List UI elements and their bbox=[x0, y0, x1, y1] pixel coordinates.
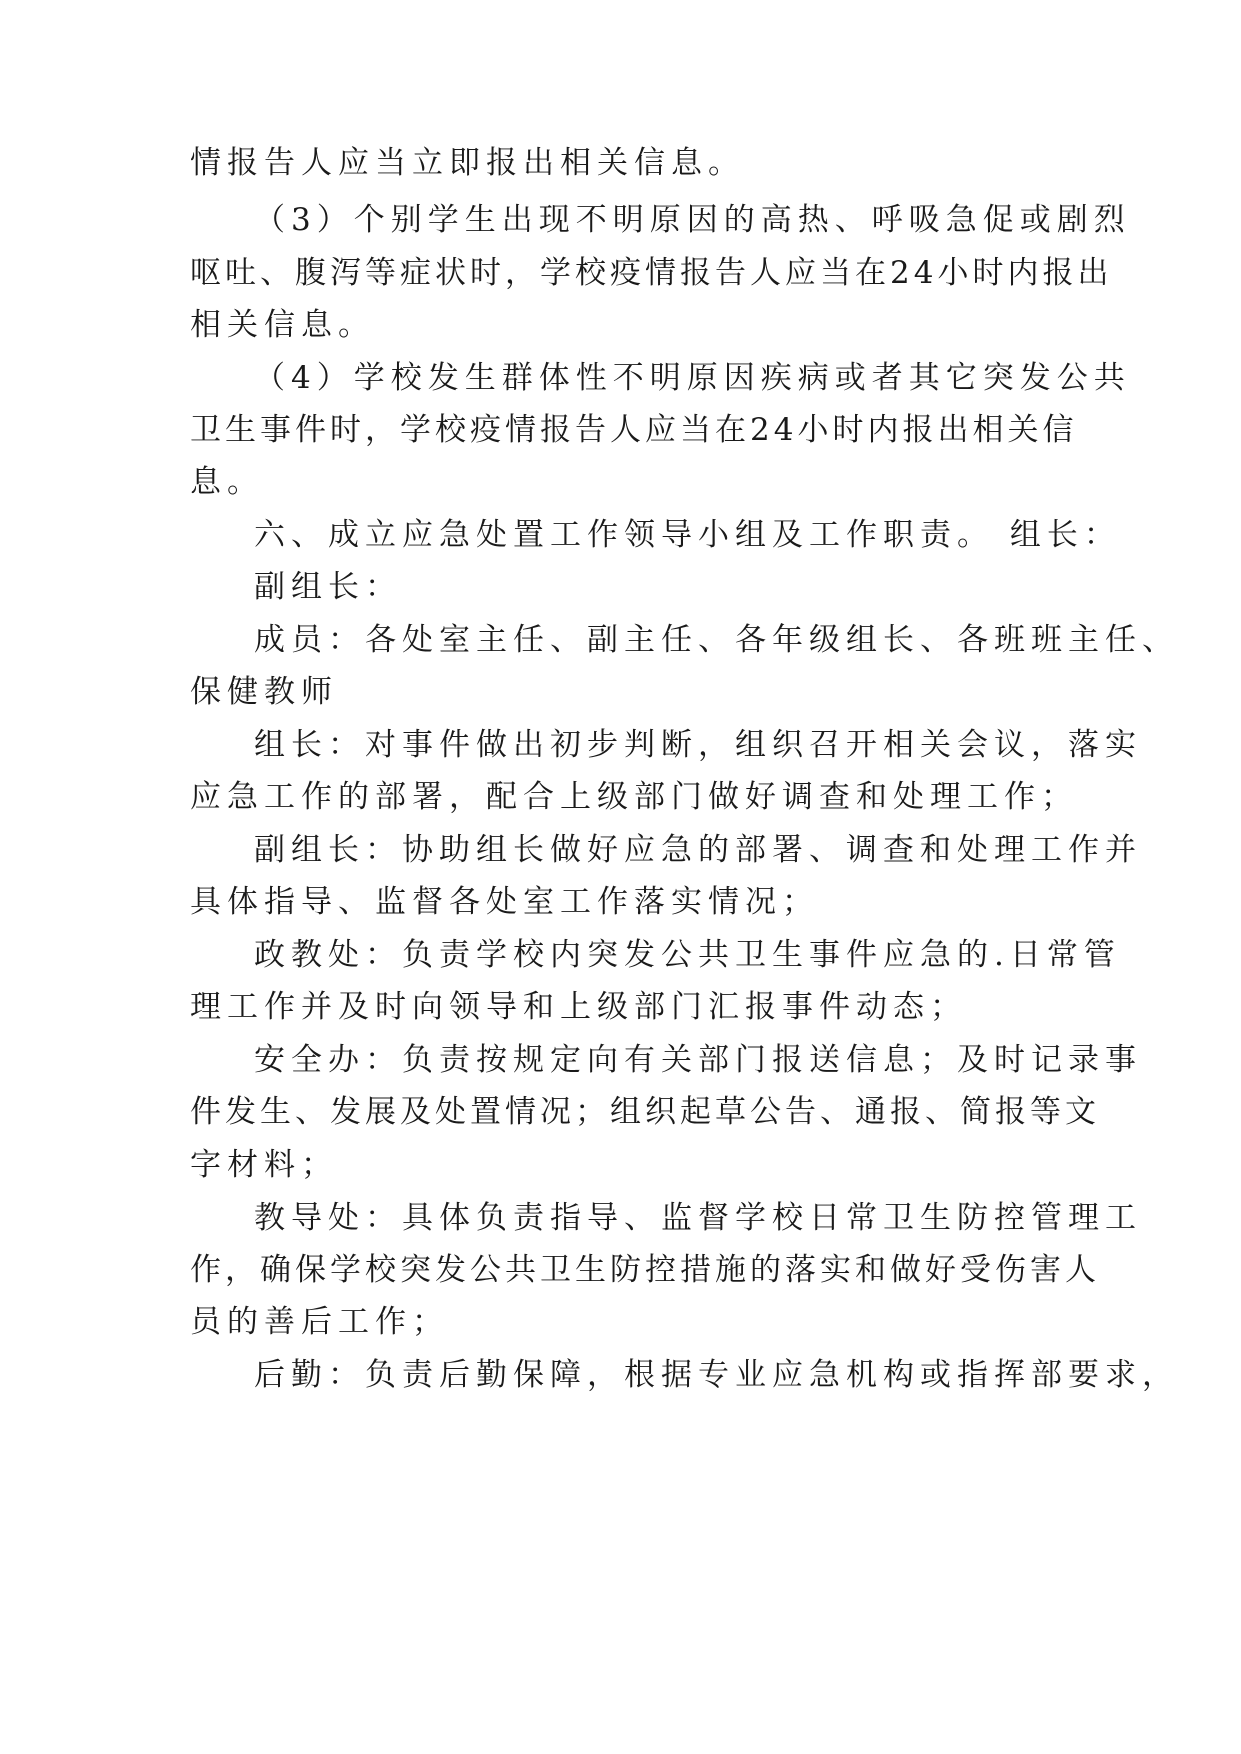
text-line: 作，确保学校突发公共卫生防控措施的落实和做好受伤害人 bbox=[190, 1252, 1100, 1288]
text-line: 件发生、发展及处置情况；组织起草公告、通报、简报等文 bbox=[190, 1094, 1100, 1130]
text-line: 卫生事件时，学校疫情报告人应当在24小时内报出相关信 bbox=[190, 412, 1078, 448]
text-line: 组长：对事件做出初步判断，组织召开相关会议，落实 bbox=[254, 727, 1142, 763]
section-heading: 六、成立应急处置工作领导小组及工作职责。 组长： bbox=[254, 517, 1121, 553]
text-line: 保健教师 bbox=[190, 674, 338, 710]
text-line: 具体指导、监督各处室工作落实情况； bbox=[190, 884, 819, 920]
text-line: 字材料； bbox=[190, 1147, 338, 1183]
text-line: 副组长： bbox=[254, 569, 402, 605]
text-line: （4）学校发生群体性不明原因疾病或者其它突发公共 bbox=[254, 360, 1131, 396]
text-line: （3）个别学生出现不明原因的高热、呼吸急促或剧烈 bbox=[254, 202, 1131, 238]
text-line: 安全办：负责按规定向有关部门报送信息；及时记录事 bbox=[254, 1042, 1142, 1078]
text-line: 呕吐、腹泻等症状时，学校疫情报告人应当在24小时内报出 bbox=[190, 255, 1113, 291]
text-line: 成员：各处室主任、副主任、各年级组长、各班班主任、 bbox=[254, 622, 1179, 658]
text-line: 应急工作的部署，配合上级部门做好调查和处理工作； bbox=[190, 779, 1078, 815]
text-line: 息。 bbox=[190, 464, 264, 500]
text-line: 理工作并及时向领导和上级部门汇报事件动态； bbox=[190, 989, 967, 1025]
text-line: 情报告人应当立即报出相关信息。 bbox=[190, 145, 745, 181]
text-line: 教导处：具体负责指导、监督学校日常卫生防控管理工 bbox=[254, 1200, 1142, 1236]
text-line: 员的善后工作； bbox=[190, 1304, 449, 1340]
text-line: 副组长：协助组长做好应急的部署、调查和处理工作并 bbox=[254, 832, 1142, 868]
text-line: 相关信息。 bbox=[190, 307, 375, 343]
text-line: 后勤：负责后勤保障，根据专业应急机构或指挥部要求， bbox=[254, 1357, 1179, 1393]
text-line: 政教处：负责学校内突发公共卫生事件应急的.日常管 bbox=[254, 937, 1121, 973]
